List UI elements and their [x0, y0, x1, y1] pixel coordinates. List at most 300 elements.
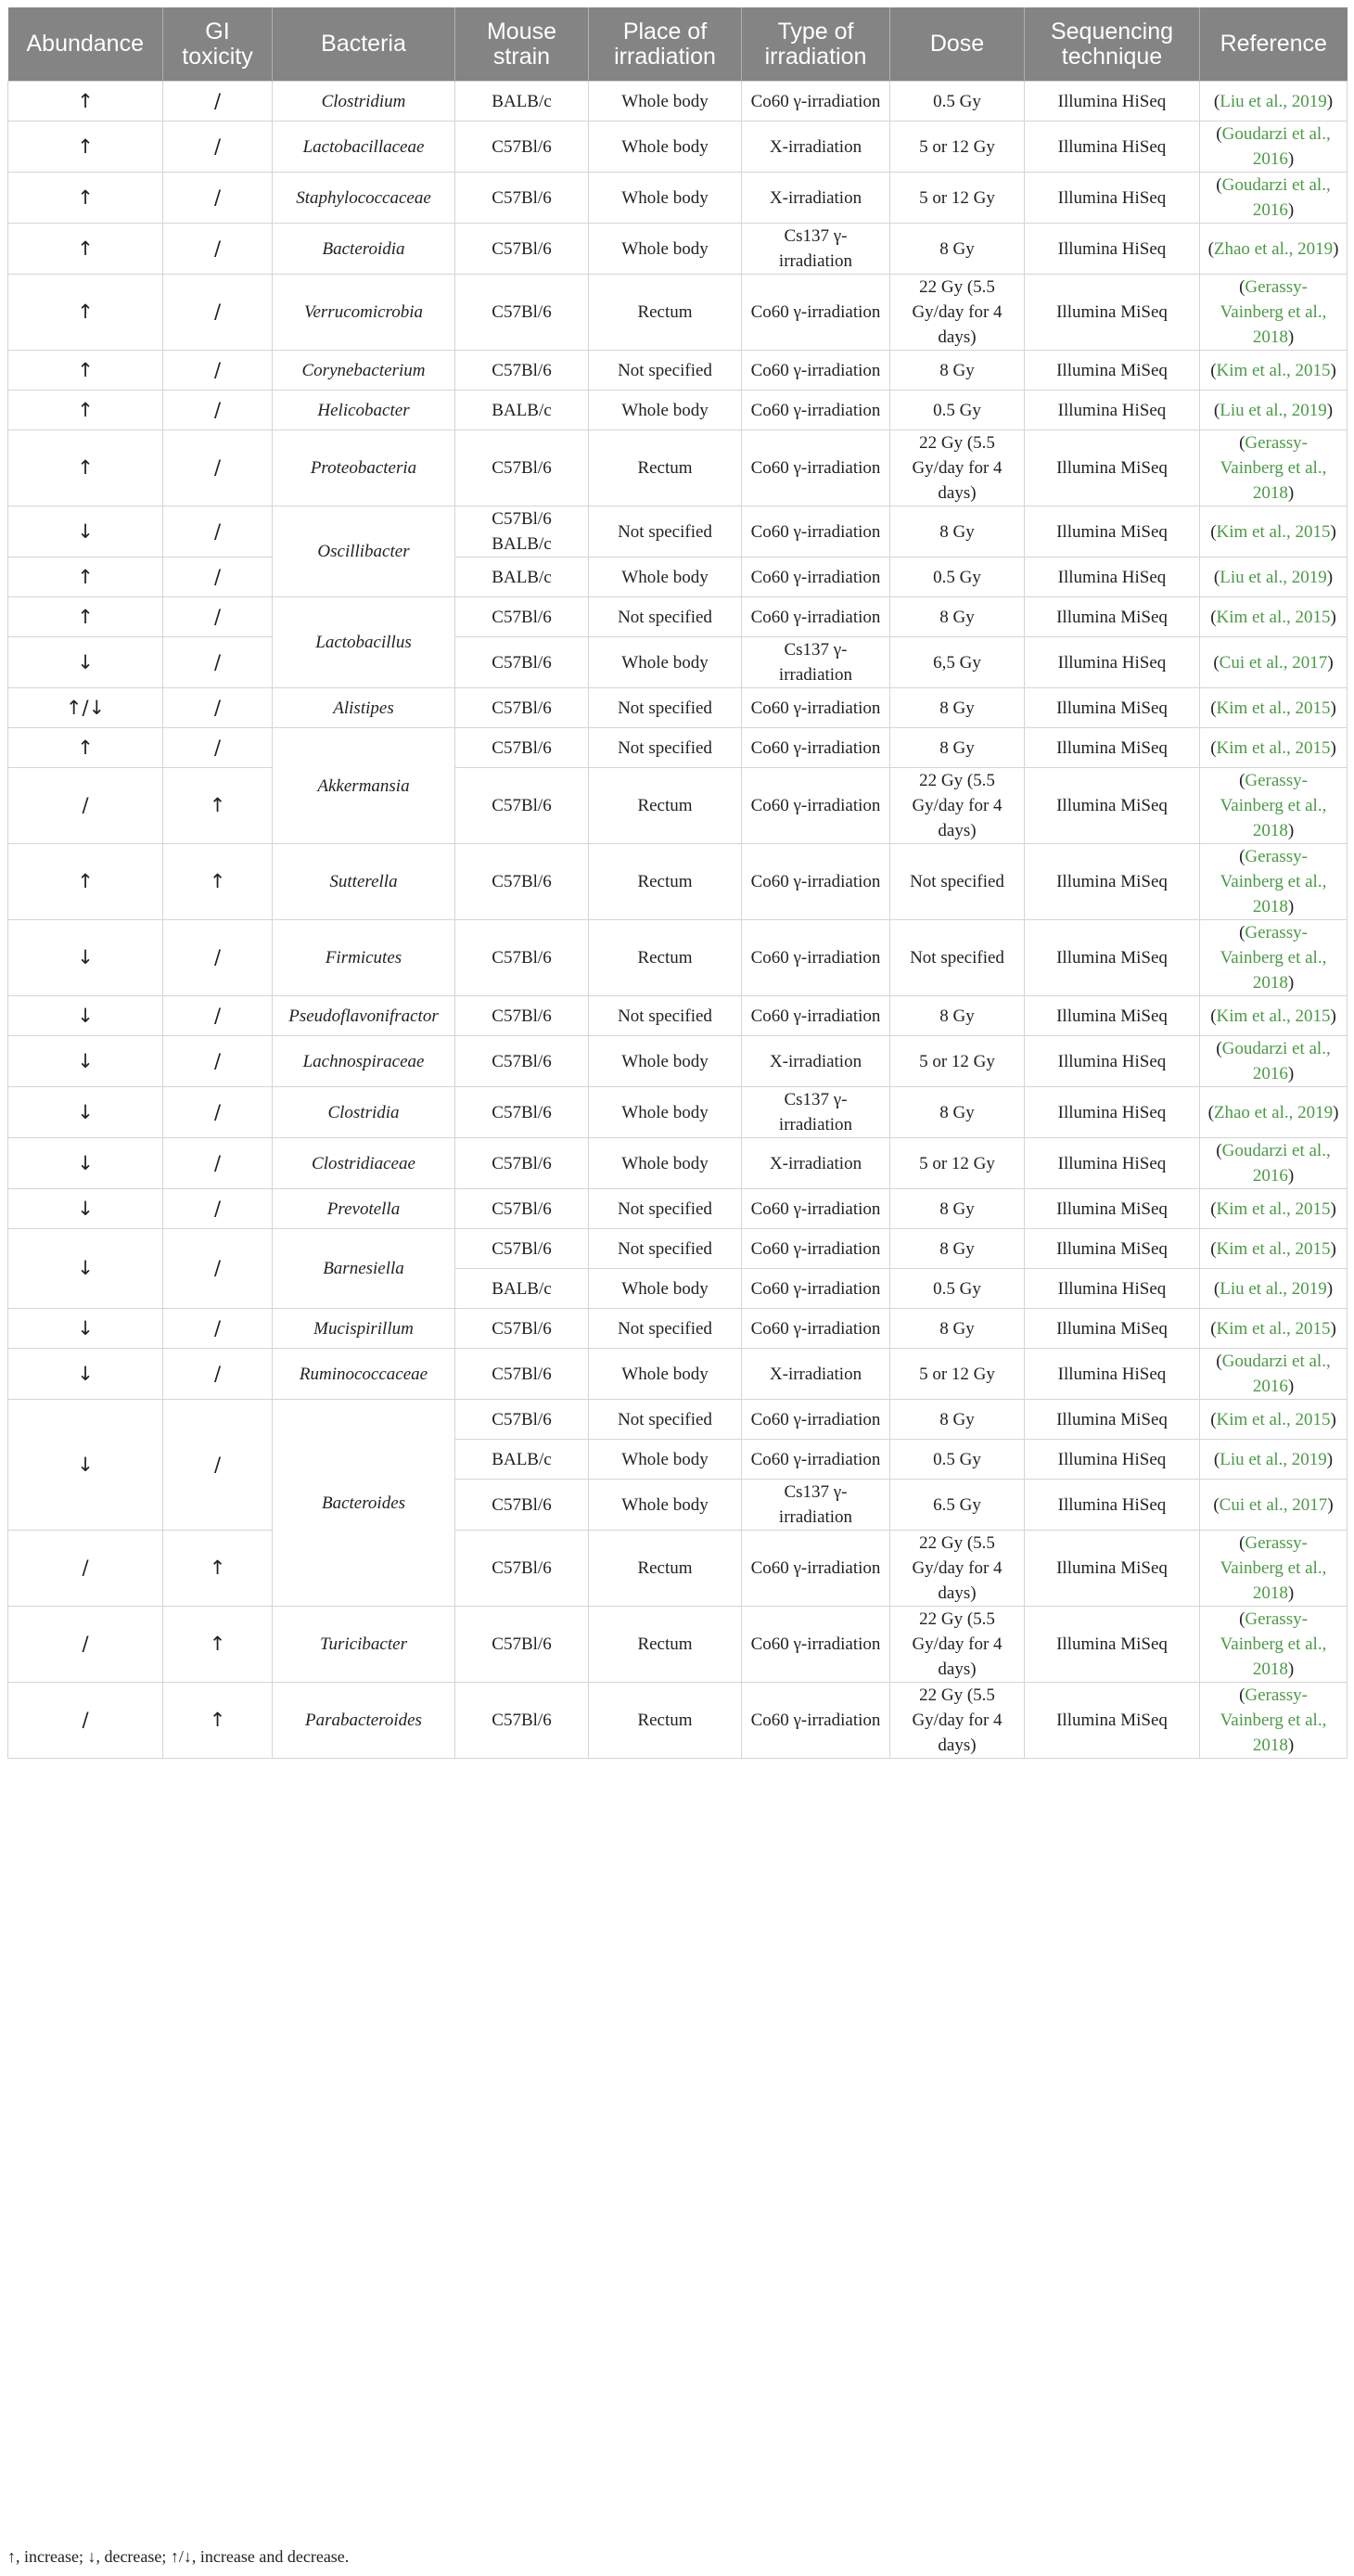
reference-cell: (Kim et al., 2015) [1200, 688, 1348, 728]
abundance-cell: ↑ [8, 597, 163, 637]
gi-toxicity-cell: / [163, 122, 273, 173]
table-row [8, 557, 1348, 597]
dose-cell: 0.5 Gy [890, 82, 1025, 122]
bacteria-cell: Verrucomicrobia [273, 275, 455, 351]
dose-cell: 8 Gy [890, 351, 1025, 391]
place-of-irradiation-cell: Whole body [589, 391, 742, 430]
type-of-irradiation-cell: Co60 γ-irradiation [742, 1531, 890, 1607]
table-row [8, 1138, 1348, 1189]
reference-cell: (Liu et al., 2019) [1200, 557, 1348, 597]
header-bacteria: Bacteria [273, 7, 455, 82]
place-of-irradiation-cell: Whole body [589, 122, 742, 173]
reference-link[interactable]: Gerassy-Vainberg et al., 2018 [1220, 277, 1327, 347]
bacteria-cell: Firmicutes [273, 920, 455, 996]
dose-cell: 8 Gy [890, 728, 1025, 768]
bacteria-cell: Clostridia [273, 1087, 455, 1138]
gi-toxicity-cell: / [163, 1138, 273, 1189]
mouse-strain-cell: C57Bl/6 [455, 768, 589, 844]
dose-cell: 0.5 Gy [890, 1440, 1025, 1480]
sequencing-technique-cell: Illumina HiSeq [1025, 224, 1200, 275]
table-row [8, 844, 1348, 920]
mouse-strain-cell: C57Bl/6 [455, 1683, 589, 1759]
type-of-irradiation-cell: X-irradiation [742, 1138, 890, 1189]
dose-cell: 0.5 Gy [890, 391, 1025, 430]
reference-cell: (Goudarzi et al., 2016) [1200, 1036, 1348, 1087]
header-abundance: Abundance [8, 7, 163, 82]
reference-cell: (Goudarzi et al., 2016) [1200, 122, 1348, 173]
dose-cell: 8 Gy [890, 1400, 1025, 1440]
bacteria-cell: Clostridium [273, 82, 455, 122]
place-of-irradiation-cell: Whole body [589, 1349, 742, 1400]
reference-link[interactable]: Gerassy-Vainberg et al., 2018 [1220, 1533, 1327, 1603]
sequencing-technique-cell: Illumina MiSeq [1025, 844, 1200, 920]
reference-link[interactable]: Kim et al., 2015 [1216, 521, 1331, 542]
place-of-irradiation-cell: Rectum [589, 768, 742, 844]
type-of-irradiation-cell: Co60 γ-irradiation [742, 1440, 890, 1480]
gi-toxicity-cell: ↑ [163, 1531, 273, 1607]
abundance-cell: ↓ [8, 1189, 163, 1229]
reference-link[interactable]: Kim et al., 2015 [1216, 737, 1331, 758]
abundance-cell: ↓ [8, 1229, 163, 1309]
place-of-irradiation-cell: Rectum [589, 275, 742, 351]
dose-cell: Not specified [890, 920, 1025, 996]
reference-link[interactable]: Liu et al., 2019 [1220, 1449, 1327, 1469]
reference-cell: (Zhao et al., 2019) [1200, 224, 1348, 275]
reference-cell: (Gerassy-Vainberg et al., 2018) [1200, 1531, 1348, 1607]
reference-link[interactable]: Kim et al., 2015 [1216, 1318, 1331, 1339]
table-row [8, 920, 1348, 996]
gi-toxicity-cell: / [163, 996, 273, 1036]
abundance-cell: ↓ [8, 1400, 163, 1531]
table-row [8, 597, 1348, 637]
mouse-strain-cell: C57Bl/6 [455, 1531, 589, 1607]
gi-toxicity-cell: / [163, 637, 273, 688]
gi-toxicity-cell: / [163, 1087, 273, 1138]
sequencing-technique-cell: Illumina HiSeq [1025, 1087, 1200, 1138]
gi-toxicity-cell: ↑ [163, 768, 273, 844]
place-of-irradiation-cell: Rectum [589, 844, 742, 920]
sequencing-technique-cell: Illumina MiSeq [1025, 1683, 1200, 1759]
bacteria-cell: Corynebacterium [273, 351, 455, 391]
sequencing-technique-cell: Illumina MiSeq [1025, 920, 1200, 996]
abundance-cell: ↓ [8, 637, 163, 688]
reference-link[interactable]: Goudarzi et al., 2016 [1221, 1039, 1331, 1083]
place-of-irradiation-cell: Whole body [589, 1440, 742, 1480]
abundance-cell: ↑ [8, 122, 163, 173]
table-row [8, 275, 1348, 351]
reference-link[interactable]: Liu et al., 2019 [1220, 400, 1327, 420]
gi-toxicity-cell: ↑ [163, 844, 273, 920]
sequencing-technique-cell: Illumina HiSeq [1025, 122, 1200, 173]
reference-cell: (Gerassy-Vainberg et al., 2018) [1200, 1607, 1348, 1683]
mouse-strain-cell: C57Bl/6 BALB/c [455, 506, 589, 557]
type-of-irradiation-cell: X-irradiation [742, 122, 890, 173]
type-of-irradiation-cell: Co60 γ-irradiation [742, 557, 890, 597]
type-of-irradiation-cell: Co60 γ-irradiation [742, 430, 890, 506]
reference-cell: (Kim et al., 2015) [1200, 1309, 1348, 1349]
dose-cell: 0.5 Gy [890, 557, 1025, 597]
sequencing-technique-cell: Illumina MiSeq [1025, 996, 1200, 1036]
reference-link[interactable]: Kim et al., 2015 [1216, 607, 1331, 627]
header-type-of-irradiation: Type of irradiation [742, 7, 890, 82]
table-row [8, 391, 1348, 430]
reference-cell: (Liu et al., 2019) [1200, 391, 1348, 430]
sequencing-technique-cell: Illumina HiSeq [1025, 1480, 1200, 1531]
abundance-cell: ↑ [8, 391, 163, 430]
place-of-irradiation-cell: Whole body [589, 1138, 742, 1189]
reference-cell: (Gerassy-Vainberg et al., 2018) [1200, 275, 1348, 351]
reference-link[interactable]: Kim et al., 2015 [1216, 1409, 1331, 1429]
sequencing-technique-cell: Illumina HiSeq [1025, 1440, 1200, 1480]
gi-toxicity-cell: / [163, 430, 273, 506]
bacteria-cell: Proteobacteria [273, 430, 455, 506]
sequencing-technique-cell: Illumina MiSeq [1025, 688, 1200, 728]
sequencing-technique-cell: Illumina MiSeq [1025, 597, 1200, 637]
reference-cell: (Kim et al., 2015) [1200, 996, 1348, 1036]
mouse-strain-cell: C57Bl/6 [455, 637, 589, 688]
abundance-cell: ↑ [8, 844, 163, 920]
mouse-strain-cell: C57Bl/6 [455, 688, 589, 728]
type-of-irradiation-cell: Co60 γ-irradiation [742, 275, 890, 351]
reference-cell: (Kim et al., 2015) [1200, 728, 1348, 768]
sequencing-technique-cell: Illumina HiSeq [1025, 1036, 1200, 1087]
place-of-irradiation-cell: Not specified [589, 1309, 742, 1349]
place-of-irradiation-cell: Whole body [589, 1087, 742, 1138]
gi-toxicity-cell: / [163, 597, 273, 637]
type-of-irradiation-cell: Co60 γ-irradiation [742, 920, 890, 996]
bacteria-cell: Akkermansia [273, 728, 455, 844]
dose-cell: 8 Gy [890, 996, 1025, 1036]
gi-toxicity-cell: / [163, 351, 273, 391]
reference-cell: (Goudarzi et al., 2016) [1200, 173, 1348, 224]
gi-toxicity-cell: / [163, 920, 273, 996]
sequencing-technique-cell: Illumina HiSeq [1025, 173, 1200, 224]
header-mouse-strain: Mouse strain [455, 7, 589, 82]
place-of-irradiation-cell: Not specified [589, 506, 742, 557]
reference-cell: (Kim et al., 2015) [1200, 351, 1348, 391]
reference-link[interactable]: Goudarzi et al., 2016 [1221, 1141, 1331, 1185]
mouse-strain-cell: C57Bl/6 [455, 1189, 589, 1229]
dose-cell: 8 Gy [890, 224, 1025, 275]
type-of-irradiation-cell: Co60 γ-irradiation [742, 996, 890, 1036]
mouse-strain-cell: C57Bl/6 [455, 1309, 589, 1349]
bacteria-cell: Turicibacter [273, 1607, 455, 1683]
table-row [8, 1036, 1348, 1087]
table-row [8, 173, 1348, 224]
reference-cell: (Kim et al., 2015) [1200, 1229, 1348, 1269]
gi-toxicity-cell: / [163, 506, 273, 557]
table-row [8, 122, 1348, 173]
table-row [8, 430, 1348, 506]
place-of-irradiation-cell: Whole body [589, 82, 742, 122]
abundance-cell: ↓ [8, 1349, 163, 1400]
gi-toxicity-cell: ↑ [163, 1607, 273, 1683]
table-row [8, 1531, 1348, 1607]
abundance-cell: ↑ [8, 173, 163, 224]
type-of-irradiation-cell: X-irradiation [742, 1036, 890, 1087]
abundance-cell: ↑ [8, 224, 163, 275]
reference-cell: (Liu et al., 2019) [1200, 1269, 1348, 1309]
sequencing-technique-cell: Illumina HiSeq [1025, 82, 1200, 122]
type-of-irradiation-cell: Co60 γ-irradiation [742, 351, 890, 391]
place-of-irradiation-cell: Whole body [589, 224, 742, 275]
place-of-irradiation-cell: Rectum [589, 1531, 742, 1607]
reference-cell: (Cui et al., 2017) [1200, 637, 1348, 688]
mouse-strain-cell: C57Bl/6 [455, 996, 589, 1036]
sequencing-technique-cell: Illumina MiSeq [1025, 430, 1200, 506]
gi-toxicity-cell: / [163, 82, 273, 122]
place-of-irradiation-cell: Not specified [589, 1229, 742, 1269]
type-of-irradiation-cell: Co60 γ-irradiation [742, 844, 890, 920]
bacteria-cell: Staphylococcaceae [273, 173, 455, 224]
place-of-irradiation-cell: Not specified [589, 728, 742, 768]
gi-toxicity-cell: / [163, 1229, 273, 1309]
sequencing-technique-cell: Illumina HiSeq [1025, 1269, 1200, 1309]
dose-cell: 22 Gy (5.5 Gy/day for 4 days) [890, 430, 1025, 506]
bacteria-cell: Prevotella [273, 1189, 455, 1229]
reference-cell: (Cui et al., 2017) [1200, 1480, 1348, 1531]
mouse-strain-cell: C57Bl/6 [455, 1087, 589, 1138]
reference-link[interactable]: Gerassy-Vainberg et al., 2018 [1220, 1685, 1327, 1755]
abundance-cell: ↑ [8, 275, 163, 351]
reference-cell: (Kim et al., 2015) [1200, 1189, 1348, 1229]
table-row [8, 637, 1348, 688]
type-of-irradiation-cell: X-irradiation [742, 1349, 890, 1400]
dose-cell: 8 Gy [890, 1087, 1025, 1138]
reference-link[interactable]: Cui et al., 2017 [1219, 1494, 1328, 1515]
reference-link[interactable]: Gerassy-Vainberg et al., 2018 [1220, 771, 1327, 840]
reference-cell: (Gerassy-Vainberg et al., 2018) [1200, 768, 1348, 844]
dose-cell: 22 Gy (5.5 Gy/day for 4 days) [890, 275, 1025, 351]
header-sequencing-technique: Sequencing technique [1025, 7, 1200, 82]
reference-link[interactable]: Kim et al., 2015 [1216, 1006, 1331, 1026]
bacteria-cell: Clostridiaceae [273, 1138, 455, 1189]
gi-toxicity-cell: / [163, 224, 273, 275]
mouse-strain-cell: C57Bl/6 [455, 1607, 589, 1683]
header-dose: Dose [890, 7, 1025, 82]
table-row [8, 688, 1348, 728]
reference-link[interactable]: Kim et al., 2015 [1216, 1238, 1331, 1259]
dose-cell: 6.5 Gy [890, 1480, 1025, 1531]
reference-link[interactable]: Gerassy-Vainberg et al., 2018 [1220, 433, 1327, 503]
sequencing-technique-cell: Illumina MiSeq [1025, 351, 1200, 391]
mouse-strain-cell: BALB/c [455, 1269, 589, 1309]
type-of-irradiation-cell: Cs137 γ-irradiation [742, 224, 890, 275]
dose-cell: 22 Gy (5.5 Gy/day for 4 days) [890, 1607, 1025, 1683]
place-of-irradiation-cell: Whole body [589, 637, 742, 688]
abundance-cell: ↑ [8, 82, 163, 122]
reference-link[interactable]: Liu et al., 2019 [1220, 1278, 1327, 1299]
abundance-cell: ↓ [8, 1309, 163, 1349]
reference-cell: (Kim et al., 2015) [1200, 597, 1348, 637]
table-row [8, 996, 1348, 1036]
table-row [8, 1349, 1348, 1400]
reference-cell: (Gerassy-Vainberg et al., 2018) [1200, 430, 1348, 506]
reference-link[interactable]: Goudarzi et al., 2016 [1221, 1352, 1331, 1396]
abundance-cell: ↓ [8, 1087, 163, 1138]
type-of-irradiation-cell: Co60 γ-irradiation [742, 82, 890, 122]
table-footnote: ↑, increase; ↓, decrease; ↑/↓, increase and decrease. [7, 2547, 350, 2566]
reference-cell: (Kim et al., 2015) [1200, 1400, 1348, 1440]
reference-link[interactable]: Kim et al., 2015 [1216, 698, 1331, 718]
dose-cell: 8 Gy [890, 1309, 1025, 1349]
mouse-strain-cell: C57Bl/6 [455, 920, 589, 996]
place-of-irradiation-cell: Not specified [589, 688, 742, 728]
header-gi-toxicity: GI toxicity [163, 7, 273, 82]
abundance-cell: ↓ [8, 506, 163, 557]
bacteria-cell: Bacteroidia [273, 224, 455, 275]
type-of-irradiation-cell: Co60 γ-irradiation [742, 1607, 890, 1683]
mouse-strain-cell: BALB/c [455, 391, 589, 430]
table-row [8, 1309, 1348, 1349]
dose-cell: 22 Gy (5.5 Gy/day for 4 days) [890, 768, 1025, 844]
sequencing-technique-cell: Illumina MiSeq [1025, 768, 1200, 844]
gi-toxicity-cell: / [163, 1309, 273, 1349]
table-row [8, 1607, 1348, 1683]
reference-link[interactable]: Zhao et al., 2019 [1213, 1102, 1334, 1122]
abundance-cell: ↓ [8, 996, 163, 1036]
sequencing-technique-cell: Illumina MiSeq [1025, 506, 1200, 557]
mouse-strain-cell: BALB/c [455, 82, 589, 122]
dose-cell: 8 Gy [890, 506, 1025, 557]
bacteria-cell: Sutterella [273, 844, 455, 920]
abundance-cell: ↑/↓ [8, 688, 163, 728]
mouse-strain-cell: C57Bl/6 [455, 1138, 589, 1189]
reference-link[interactable]: Zhao et al., 2019 [1213, 238, 1334, 259]
sequencing-technique-cell: Illumina MiSeq [1025, 275, 1200, 351]
dose-cell: 8 Gy [890, 597, 1025, 637]
sequencing-technique-cell: Illumina MiSeq [1025, 1229, 1200, 1269]
mouse-strain-cell: C57Bl/6 [455, 224, 589, 275]
type-of-irradiation-cell: X-irradiation [742, 173, 890, 224]
dose-cell: 5 or 12 Gy [890, 173, 1025, 224]
mouse-strain-cell: BALB/c [455, 557, 589, 597]
reference-link[interactable]: Goudarzi et al., 2016 [1221, 175, 1331, 220]
header-reference: Reference [1200, 7, 1348, 82]
type-of-irradiation-cell: Co60 γ-irradiation [742, 597, 890, 637]
reference-link[interactable]: Liu et al., 2019 [1220, 567, 1327, 587]
abundance-cell: ↑ [8, 430, 163, 506]
abundance-cell: ↓ [8, 1036, 163, 1087]
table-row [8, 82, 1348, 122]
dose-cell: 0.5 Gy [890, 1269, 1025, 1309]
table-row [8, 768, 1348, 844]
mouse-strain-cell: C57Bl/6 [455, 430, 589, 506]
gi-toxicity-cell: / [163, 1400, 273, 1531]
place-of-irradiation-cell: Rectum [589, 430, 742, 506]
table-row [8, 1087, 1348, 1138]
bacteria-cell: Lactobacillus [273, 597, 455, 688]
bacteria-cell: Bacteroides [273, 1400, 455, 1607]
gi-toxicity-cell: / [163, 391, 273, 430]
dose-cell: 5 or 12 Gy [890, 1138, 1025, 1189]
abundance-cell: / [8, 1531, 163, 1607]
dose-cell: 5 or 12 Gy [890, 1349, 1025, 1400]
bacteria-cell: Mucispirillum [273, 1309, 455, 1349]
sequencing-technique-cell: Illumina MiSeq [1025, 1607, 1200, 1683]
mouse-strain-cell: C57Bl/6 [455, 1229, 589, 1269]
table-container [7, 7, 1347, 1759]
bacteria-table [7, 7, 1348, 1759]
dose-cell: 22 Gy (5.5 Gy/day for 4 days) [890, 1531, 1025, 1607]
place-of-irradiation-cell: Whole body [589, 1036, 742, 1087]
type-of-irradiation-cell: Co60 γ-irradiation [742, 1189, 890, 1229]
sequencing-technique-cell: Illumina MiSeq [1025, 1309, 1200, 1349]
abundance-cell: ↓ [8, 920, 163, 996]
reference-link[interactable]: Gerassy-Vainberg et al., 2018 [1220, 1609, 1327, 1679]
bacteria-cell: Lactobacillaceae [273, 122, 455, 173]
gi-toxicity-cell: / [163, 557, 273, 597]
mouse-strain-cell: C57Bl/6 [455, 1480, 589, 1531]
reference-cell: (Liu et al., 2019) [1200, 1440, 1348, 1480]
type-of-irradiation-cell: Co60 γ-irradiation [742, 768, 890, 844]
abundance-cell: ↑ [8, 351, 163, 391]
gi-toxicity-cell: / [163, 275, 273, 351]
gi-toxicity-cell: / [163, 688, 273, 728]
gi-toxicity-cell: / [163, 173, 273, 224]
dose-cell: Not specified [890, 844, 1025, 920]
sequencing-technique-cell: Illumina HiSeq [1025, 1349, 1200, 1400]
reference-cell: (Goudarzi et al., 2016) [1200, 1138, 1348, 1189]
table-row [8, 1683, 1348, 1759]
bacteria-cell: Lachnospiraceae [273, 1036, 455, 1087]
gi-toxicity-cell: / [163, 1189, 273, 1229]
abundance-cell: ↑ [8, 728, 163, 768]
mouse-strain-cell: C57Bl/6 [455, 1400, 589, 1440]
reference-link[interactable]: Goudarzi et al., 2016 [1221, 124, 1331, 169]
table-row [8, 351, 1348, 391]
place-of-irradiation-cell: Not specified [589, 597, 742, 637]
type-of-irradiation-cell: Co60 γ-irradiation [742, 688, 890, 728]
abundance-cell: / [8, 1607, 163, 1683]
type-of-irradiation-cell: Co60 γ-irradiation [742, 1229, 890, 1269]
abundance-cell: / [8, 768, 163, 844]
table-row [8, 506, 1348, 557]
place-of-irradiation-cell: Not specified [589, 996, 742, 1036]
place-of-irradiation-cell: Not specified [589, 1189, 742, 1229]
abundance-cell: ↑ [8, 557, 163, 597]
type-of-irradiation-cell: Cs137 γ-irradiation [742, 637, 890, 688]
reference-link[interactable]: Gerassy-Vainberg et al., 2018 [1220, 923, 1327, 993]
type-of-irradiation-cell: Co60 γ-irradiation [742, 1269, 890, 1309]
place-of-irradiation-cell: Whole body [589, 173, 742, 224]
dose-cell: 5 or 12 Gy [890, 1036, 1025, 1087]
reference-link[interactable]: Liu et al., 2019 [1220, 91, 1327, 111]
sequencing-technique-cell: Illumina MiSeq [1025, 728, 1200, 768]
dose-cell: 8 Gy [890, 1229, 1025, 1269]
place-of-irradiation-cell: Not specified [589, 351, 742, 391]
gi-toxicity-cell: ↑ [163, 1683, 273, 1759]
dose-cell: 6,5 Gy [890, 637, 1025, 688]
place-of-irradiation-cell: Rectum [589, 1683, 742, 1759]
type-of-irradiation-cell: Co60 γ-irradiation [742, 728, 890, 768]
sequencing-technique-cell: Illumina HiSeq [1025, 557, 1200, 597]
table-row [8, 224, 1348, 275]
place-of-irradiation-cell: Whole body [589, 557, 742, 597]
type-of-irradiation-cell: Co60 γ-irradiation [742, 1683, 890, 1759]
mouse-strain-cell: C57Bl/6 [455, 173, 589, 224]
reference-link[interactable]: Gerassy-Vainberg et al., 2018 [1220, 847, 1327, 916]
bacteria-cell: Barnesiella [273, 1229, 455, 1309]
reference-link[interactable]: Kim et al., 2015 [1216, 360, 1331, 380]
mouse-strain-cell: C57Bl/6 [455, 122, 589, 173]
reference-cell: (Gerassy-Vainberg et al., 2018) [1200, 844, 1348, 920]
reference-link[interactable]: Cui et al., 2017 [1219, 652, 1328, 673]
reference-link[interactable]: Kim et al., 2015 [1216, 1198, 1331, 1219]
sequencing-technique-cell: Illumina HiSeq [1025, 1138, 1200, 1189]
table-row [8, 1229, 1348, 1269]
type-of-irradiation-cell: Co60 γ-irradiation [742, 1400, 890, 1440]
